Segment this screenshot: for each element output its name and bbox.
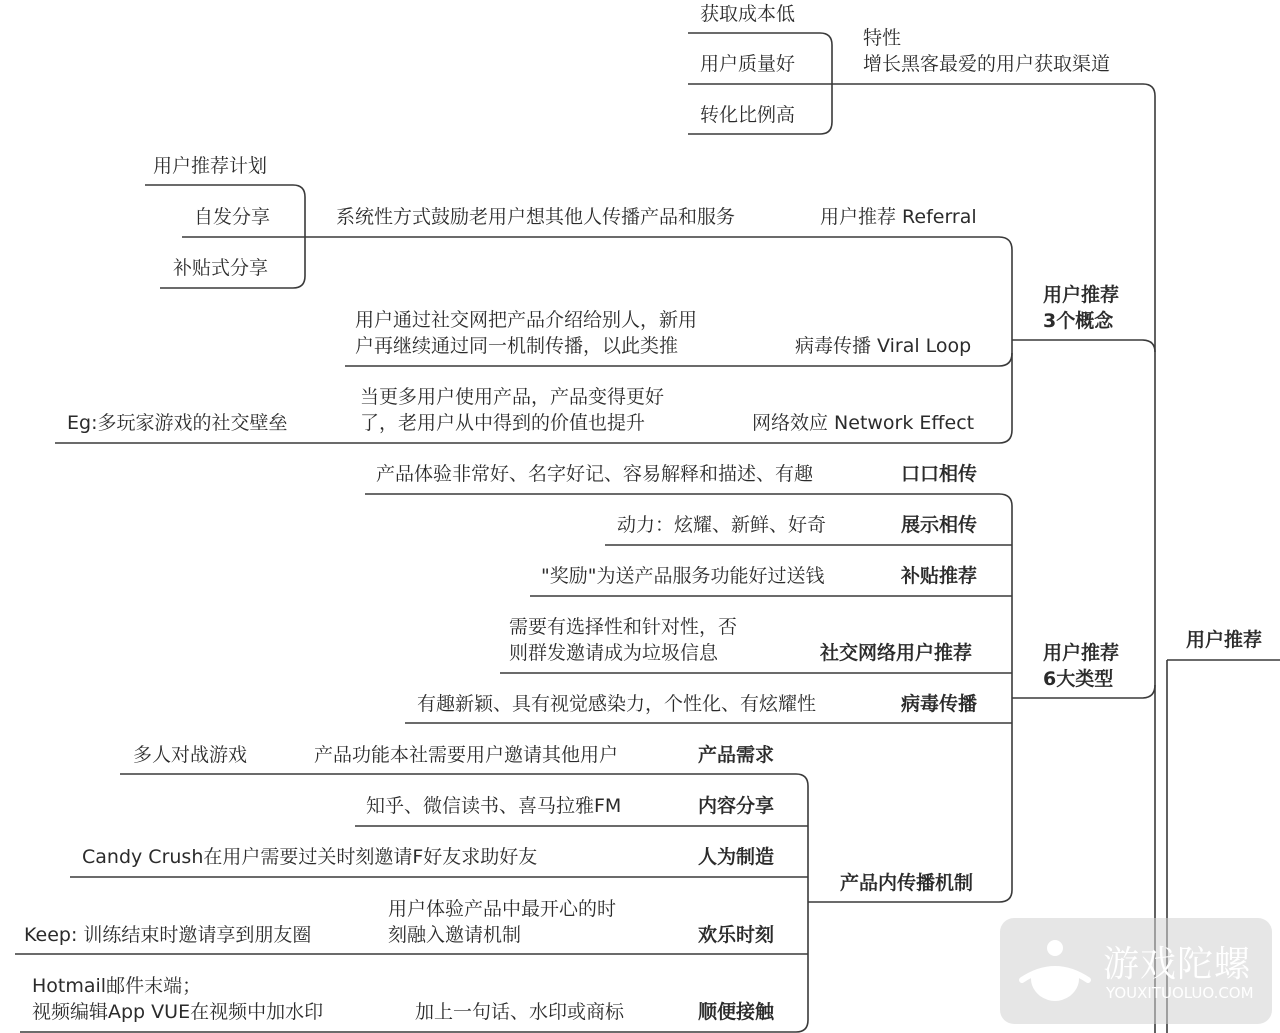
watermark: [1000, 918, 1272, 1024]
mechanism-product-need[interactable]: 产品需求: [698, 744, 775, 766]
gyroscope-logo-icon: [1012, 928, 1098, 1014]
mechanism-artificial[interactable]: 人为制造: [698, 846, 775, 868]
mechanism-happy-moment-example[interactable]: Keep: 训练结束时邀请享到朋友圈: [24, 924, 312, 946]
type-social-network-desc-line2[interactable]: 则群发邀请成为垃圾信息: [509, 642, 719, 664]
mechanism-happy-moment[interactable]: 欢乐时刻: [698, 924, 775, 946]
viral-loop-desc-line1[interactable]: 用户通过社交网把产品介绍给别人，新用: [355, 309, 698, 331]
referral-description[interactable]: 系统性方式鼓励老用户想其他人传播产品和服务: [336, 206, 736, 228]
referral-plan[interactable]: 用户推荐计划: [153, 155, 268, 177]
type-in-product-mechanism[interactable]: 产品内传播机制: [840, 872, 974, 894]
trait-high-conversion[interactable]: 转化比例高: [700, 104, 796, 126]
mechanism-happy-moment-desc-line2[interactable]: 刻融入邀请机制: [388, 924, 522, 946]
referral-subsidized-share[interactable]: 补贴式分享: [173, 257, 269, 279]
concepts-title-line1[interactable]: 用户推荐: [1043, 284, 1120, 306]
concepts-title-line2[interactable]: 3个概念: [1043, 310, 1114, 332]
types-title-line2[interactable]: 6大类型: [1043, 668, 1114, 690]
referral-spontaneous-share[interactable]: 自发分享: [194, 206, 271, 228]
mechanism-casual-contact[interactable]: 顺便接触: [698, 1001, 775, 1023]
trait-high-quality[interactable]: 用户质量好: [700, 53, 796, 75]
network-effect-desc-line2[interactable]: 了，老用户从中得到的价值也提升: [360, 412, 646, 434]
mechanism-artificial-desc[interactable]: Candy Crush在用户需要过关时刻邀请F好友求助好友: [82, 846, 538, 868]
root-topic[interactable]: 用户推荐: [1186, 629, 1263, 651]
trait-title[interactable]: 特性: [863, 27, 902, 49]
type-subsidy[interactable]: 补贴推荐: [901, 565, 978, 587]
watermark-subtitle: YOUXITUOLUO.COM: [1106, 984, 1254, 1002]
type-word-of-mouth[interactable]: 口口相传: [901, 463, 978, 485]
mechanism-casual-contact-example-line1[interactable]: Hotmail邮件末端；: [32, 975, 202, 997]
type-showcase-desc[interactable]: 动力：炫耀、新鲜、好奇: [617, 514, 827, 536]
viral-loop-node[interactable]: 病毒传播 Viral Loop: [795, 335, 972, 357]
mechanism-product-need-example[interactable]: 多人对战游戏: [133, 744, 248, 766]
type-viral-desc[interactable]: 有趣新颖、具有视觉感染力，个性化、有炫耀性: [417, 693, 817, 715]
mechanism-casual-contact-example-line2[interactable]: 视频编辑App VUE在视频中加水印: [32, 1001, 324, 1023]
watermark-title: 游戏陀螺: [1103, 944, 1252, 985]
network-effect-node[interactable]: 网络效应 Network Effect: [752, 412, 975, 434]
viral-loop-desc-line2[interactable]: 户再继续通过同一机制传播，以此类推: [355, 335, 679, 357]
referral-node[interactable]: 用户推荐 Referral: [820, 206, 977, 228]
type-social-network[interactable]: 社交网络用户推荐: [820, 642, 973, 664]
type-word-of-mouth-desc[interactable]: 产品体验非常好、名字好记、容易解释和描述、有趣: [376, 463, 814, 485]
mechanism-product-need-desc[interactable]: 产品功能本社需要用户邀请其他用户: [314, 744, 619, 766]
types-title-line1[interactable]: 用户推荐: [1043, 642, 1120, 664]
mechanism-casual-contact-desc[interactable]: 加上一句话、水印或商标: [415, 1001, 625, 1023]
network-effect-example[interactable]: Eg:多玩家游戏的社交壁垒: [67, 412, 288, 434]
mechanism-content-share-desc[interactable]: 知乎、微信读书、喜马拉雅FM: [366, 795, 622, 817]
type-subsidy-desc[interactable]: "奖励"为送产品服务功能好过送钱: [541, 565, 825, 587]
mechanism-content-share[interactable]: 内容分享: [698, 795, 775, 817]
type-viral[interactable]: 病毒传播: [901, 693, 978, 715]
mechanism-happy-moment-desc-line1[interactable]: 用户体验产品中最开心的时: [388, 898, 617, 920]
trait-description[interactable]: 增长黑客最爱的用户获取渠道: [863, 53, 1111, 75]
type-showcase[interactable]: 展示相传: [901, 514, 978, 536]
trait-low-cost[interactable]: 获取成本低: [700, 3, 796, 25]
network-effect-desc-line1[interactable]: 当更多用户使用产品，产品变得更好: [360, 386, 665, 408]
type-social-network-desc-line1[interactable]: 需要有选择性和针对性，否: [509, 616, 738, 638]
